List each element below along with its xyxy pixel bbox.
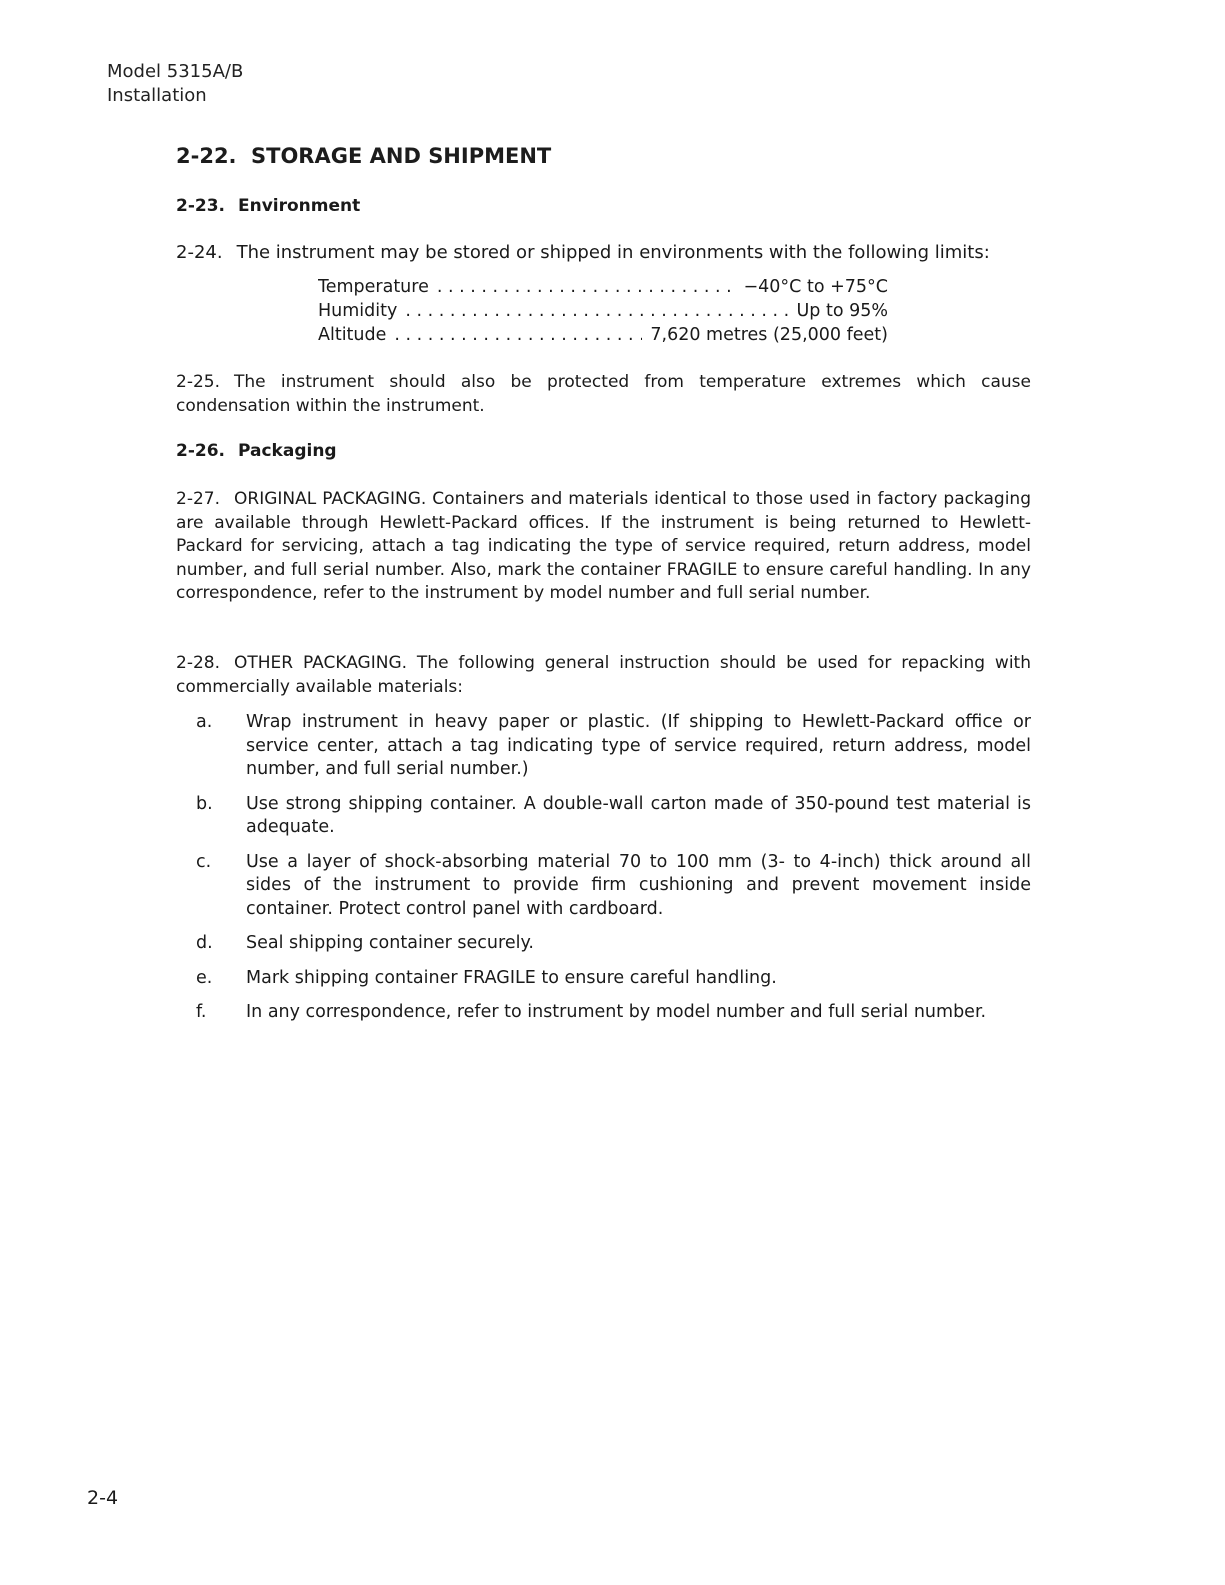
environment-heading-number: 2-23. bbox=[176, 196, 225, 216]
environment-heading bbox=[176, 196, 360, 216]
section-title bbox=[176, 144, 551, 168]
header-section: Installation bbox=[107, 85, 207, 106]
packaging-heading-number: 2-26. bbox=[176, 441, 225, 461]
paragraph-number: 2-28. bbox=[176, 653, 220, 673]
limit-label: Temperature bbox=[318, 277, 429, 297]
step-letter: a. bbox=[196, 712, 213, 732]
dot-leader bbox=[394, 325, 642, 345]
section-title-text: STORAGE AND SHIPMENT bbox=[251, 144, 552, 168]
paragraph-number: 2-25. bbox=[176, 372, 220, 392]
header-model: Model 5315A/B bbox=[107, 61, 244, 82]
list-item bbox=[196, 1001, 1031, 1025]
step-text: Mark shipping container FRAGILE to ensure careful handling. bbox=[246, 967, 777, 988]
limit-row-altitude bbox=[318, 325, 888, 349]
dot-leader bbox=[437, 277, 736, 297]
environment-limits-list bbox=[318, 277, 888, 349]
step-letter: d. bbox=[196, 933, 213, 953]
list-item bbox=[196, 932, 1031, 956]
step-letter: b. bbox=[196, 793, 213, 814]
paragraph-number: 2-27. bbox=[176, 489, 220, 509]
list-item bbox=[196, 711, 1031, 782]
limit-value: −40°C to +75°C bbox=[743, 277, 888, 297]
paragraph-number: 2-24. bbox=[176, 242, 223, 263]
packaging-heading-text: Packaging bbox=[238, 441, 337, 461]
page-number: 2-4 bbox=[87, 1487, 119, 1509]
dot-leader bbox=[405, 301, 788, 321]
step-text: Use a layer of shock-absorbing material 70 to 100 mm (3- to 4-inch) thick around all sides of the instrument to provide firm cushioning and prevent movement inside container. Protect control panel with cardboard. bbox=[246, 851, 1031, 919]
limit-value: 7,620 metres (25,000 feet) bbox=[650, 325, 888, 345]
list-item bbox=[196, 851, 1031, 922]
step-text: Seal shipping container securely. bbox=[246, 933, 534, 953]
step-text: In any correspondence, refer to instrument by model number and full serial number. bbox=[246, 1002, 987, 1022]
paragraph-2-25 bbox=[176, 371, 1031, 418]
limit-label: Altitude bbox=[318, 325, 387, 345]
limit-value: Up to 95% bbox=[796, 301, 888, 321]
step-letter: e. bbox=[196, 967, 213, 988]
step-letter: c. bbox=[196, 851, 212, 872]
limit-row-humidity bbox=[318, 301, 888, 325]
step-text: Wrap instrument in heavy paper or plastic. (If shipping to Hewlett-Packard office or service center, attach a tag indicating type of service required, return address, model number, and full serial number.) bbox=[246, 712, 1031, 779]
paragraph-text: ORIGINAL PACKAGING. Containers and materials identical to those used in factory packaging are available through Hewlett-Packard offices. If the instrument is being returned to Hewlett-Packard for servicing, attach a tag indicating the type of service required, return address, model number, and full serial number. Also, mark the container FRAGILE to ensure careful handling. In any correspondence, refer to the instrument by model number and full serial number. bbox=[176, 489, 1031, 603]
list-item bbox=[196, 967, 1031, 991]
repacking-steps-list bbox=[196, 711, 1031, 1036]
packaging-heading bbox=[176, 441, 337, 461]
paragraph-text: The instrument may be stored or shipped in environments with the following limits: bbox=[236, 242, 990, 263]
paragraph-text: The instrument should also be protected from temperature extremes which cause condensation within the instrument. bbox=[176, 372, 1031, 416]
paragraph-2-28 bbox=[176, 652, 1031, 699]
limit-row-temperature bbox=[318, 277, 888, 301]
section-number: 2-22. bbox=[176, 144, 237, 168]
paragraph-text: OTHER PACKAGING. The following general instruction should be used for repacking with commercially available materials: bbox=[176, 653, 1031, 697]
step-letter: f. bbox=[196, 1002, 207, 1022]
limit-label: Humidity bbox=[318, 301, 398, 321]
paragraph-2-24 bbox=[176, 241, 1031, 265]
step-text: Use strong shipping container. A double-wall carton made of 350-pound test material is adequate. bbox=[246, 793, 1031, 837]
environment-heading-text: Environment bbox=[238, 196, 361, 216]
list-item bbox=[196, 793, 1031, 840]
paragraph-2-27 bbox=[176, 488, 1031, 606]
